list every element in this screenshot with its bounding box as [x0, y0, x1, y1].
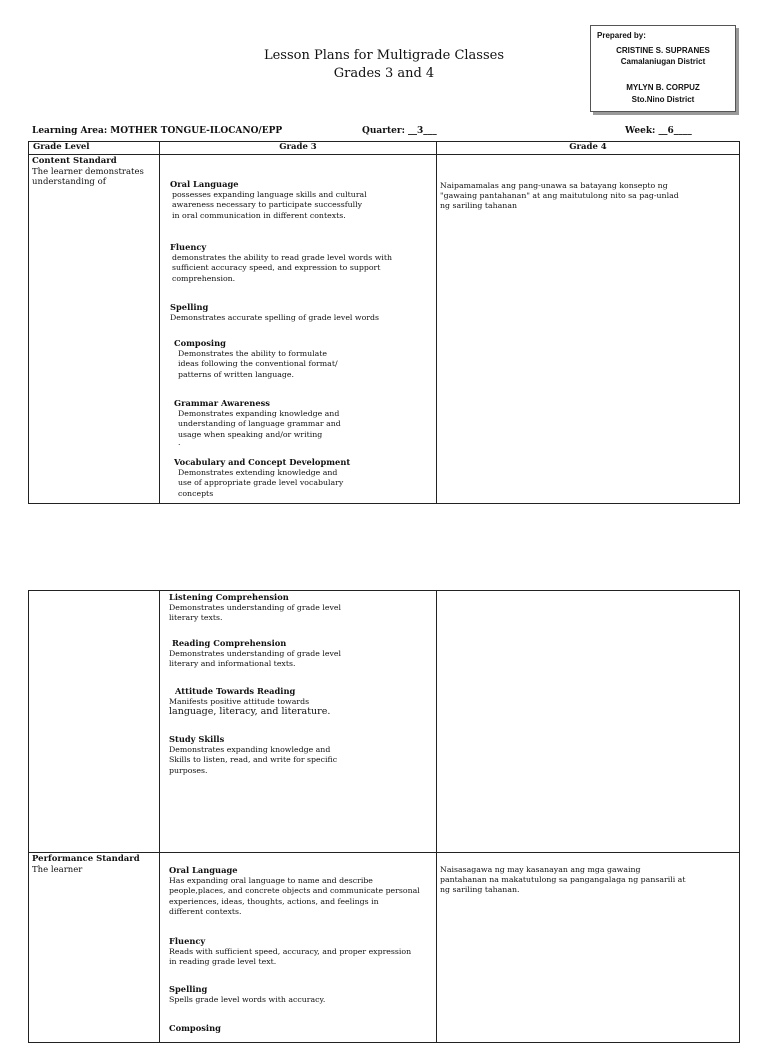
- cs-study-line: Skills to listen, read, and write for specific: [169, 755, 338, 764]
- col-header-grade4: Grade 4: [437, 142, 740, 155]
- col-header-grade3: Grade 3: [160, 142, 437, 155]
- content-standard-label: Content Standard: [32, 156, 117, 166]
- cs-study-line: purposes.: [169, 765, 208, 775]
- cs-vocabulary-heading: Vocabulary and Concept Development: [174, 457, 351, 467]
- cs-vocabulary-line: concepts: [178, 488, 214, 498]
- ps-grade4-line: ng sariling tahanan.: [440, 885, 520, 894]
- cs-listening: [169, 592, 341, 624]
- cs-attitude-line: language, literacy, and literature.: [169, 706, 331, 717]
- content-standard-desc-2: understanding of: [32, 177, 106, 187]
- cs-study-skills: [169, 734, 337, 776]
- cs-oral-language: [170, 179, 367, 221]
- continued-grade3-cell: [160, 591, 437, 853]
- cs-composing-line: patterns of written language.: [178, 369, 294, 379]
- cs-attitude-line: Manifests positive attitude towards: [169, 696, 310, 706]
- cs-grammar-line: Demonstrates expanding knowledge and: [178, 408, 340, 418]
- page-title: Lesson Plans for Multigrade Classes: [263, 48, 505, 63]
- cs-grade4-text: [440, 181, 740, 211]
- continued-grade4-cell: [437, 591, 740, 853]
- cs-study-line: Demonstrates expanding knowledge and: [169, 744, 331, 754]
- cs-grade4-line: "gawaing pantahanan" at ang maitutulong nito sa pag-unlad: [440, 191, 679, 200]
- cs-oral-language-line: in oral communication in different contexts.: [172, 210, 346, 220]
- cs-fluency-line: comprehension.: [172, 273, 236, 283]
- cs-spelling-line: Demonstrates accurate spelling of grade level words: [170, 312, 379, 322]
- cs-fluency: [170, 242, 392, 284]
- ps-oral-language-heading: Oral Language: [169, 865, 238, 875]
- cs-grade4-line: ng sariling tahanan: [440, 201, 517, 210]
- cs-attitude: [169, 686, 330, 718]
- cs-vocabulary: [174, 457, 350, 499]
- performance-standard-label-cell: [29, 853, 160, 1043]
- lesson-table-1: [28, 141, 740, 504]
- col-header-grade-level: Grade Level: [29, 142, 160, 155]
- cs-study-heading: Study Skills: [169, 734, 225, 744]
- cs-listening-heading: Listening Comprehension: [169, 592, 289, 602]
- cs-attitude-heading: Attitude Towards Reading: [175, 686, 296, 696]
- ps-grade4-line: Naisasagawa ng may kasanayan ang mga gawaing: [440, 865, 641, 874]
- ps-fluency-line: Reads with sufficient speed, accuracy, and proper expression: [169, 946, 412, 956]
- performance-standard-label: Performance Standard: [32, 854, 140, 864]
- cs-composing-heading: Composing: [174, 338, 226, 348]
- cs-grammar-line: usage when speaking and/or writing: [178, 429, 323, 439]
- cs-grammar-awareness: [174, 398, 341, 446]
- page-subtitle: Grades 3 and 4: [333, 66, 435, 81]
- cs-vocabulary-line: use of appropriate grade level vocabulary: [178, 478, 344, 487]
- content-standard-desc-1: The learner demonstrates: [32, 166, 144, 177]
- preparer-name-2: MYLYN B. CORPUZ: [626, 83, 700, 92]
- cs-composing-line: Demonstrates the ability to formulate: [178, 348, 328, 358]
- preparer-district-1: Camalaniugan District: [620, 57, 706, 66]
- cs-grammar-line: .: [178, 438, 181, 447]
- content-standard-grade4-cell: [437, 155, 740, 504]
- cs-spelling: [170, 302, 379, 323]
- cs-reading-line: literary and informational texts.: [169, 659, 296, 668]
- ps-fluency-heading: Fluency: [169, 936, 206, 946]
- cs-reading: [169, 638, 341, 670]
- ps-fluency: [169, 936, 469, 968]
- cs-composing: [174, 338, 338, 380]
- cs-oral-language-heading: Oral Language: [170, 179, 239, 189]
- content-standard-grade3-cell: [160, 155, 437, 504]
- continued-label-cell: [29, 591, 160, 853]
- cs-fluency-line: demonstrates the ability to read grade level words with: [172, 252, 393, 262]
- ps-fluency-line: in reading grade level text.: [169, 957, 277, 966]
- performance-standard-grade3-cell: [160, 853, 437, 1043]
- ps-grade4-text: [440, 865, 740, 895]
- ps-grade4-line: pantahanan na makatutulong sa pangangalaga ng pansarili at: [440, 875, 686, 884]
- cs-listening-line: Demonstrates understanding of grade level: [169, 602, 341, 612]
- cs-oral-language-line: awareness necessary to participate successfully: [172, 200, 363, 209]
- cs-vocabulary-line: Demonstrates extending knowledge and: [178, 467, 338, 477]
- week: Week: __6____: [625, 126, 692, 136]
- learning-area: Learning Area: MOTHER TONGUE-ILOCANO/EPP: [32, 126, 283, 136]
- ps-composing-heading: Composing: [169, 1023, 221, 1033]
- quarter: Quarter: __3___: [362, 126, 437, 136]
- cs-grammar-heading: Grammar Awareness: [174, 398, 270, 408]
- ps-oral-language-line: people,places, and concrete objects and communicate personal: [169, 886, 420, 895]
- cs-fluency-line: sufficient accuracy speed, and expression to support: [172, 263, 381, 272]
- cs-spelling-heading: Spelling: [170, 302, 209, 312]
- preparer-name-1: CRISTINE S. SUPRANES: [616, 46, 710, 55]
- cs-composing-line: ideas following the conventional format/: [178, 359, 338, 368]
- prepared-by-box: [590, 25, 736, 112]
- ps-oral-language-line: different contexts.: [169, 907, 242, 916]
- ps-oral-language-line: experiences, ideas, thoughts, actions, and feelings in: [169, 896, 379, 906]
- cs-listening-line: literary texts.: [169, 613, 223, 622]
- cs-oral-language-line: possesses expanding language skills and cultural: [172, 189, 367, 199]
- cs-grammar-line: understanding of language grammar and: [178, 419, 341, 428]
- ps-spelling-heading: Spelling: [169, 984, 208, 994]
- lesson-table-2: [28, 590, 740, 1043]
- cs-reading-heading: Reading Comprehension: [172, 638, 287, 648]
- cs-fluency-heading: Fluency: [170, 242, 207, 252]
- preparer-district-2: Sto.Nino District: [631, 95, 695, 104]
- ps-oral-language-line: Has expanding oral language to name and describe: [169, 875, 373, 885]
- content-standard-label-cell: [29, 155, 160, 504]
- ps-spelling-line: Spells grade level words with accuracy.: [169, 994, 326, 1004]
- ps-spelling: [169, 984, 325, 1005]
- performance-standard-desc: The learner: [32, 864, 83, 875]
- cs-reading-line: Demonstrates understanding of grade level: [169, 648, 341, 658]
- cs-grade4-line: Naipamamalas ang pang-unawa sa batayang konsepto ng: [440, 181, 668, 190]
- prepared-by-label: Prepared by:: [597, 31, 646, 40]
- ps-composing: [169, 1023, 221, 1034]
- performance-standard-grade4-cell: [437, 853, 740, 1043]
- ps-oral-language: [169, 865, 469, 918]
